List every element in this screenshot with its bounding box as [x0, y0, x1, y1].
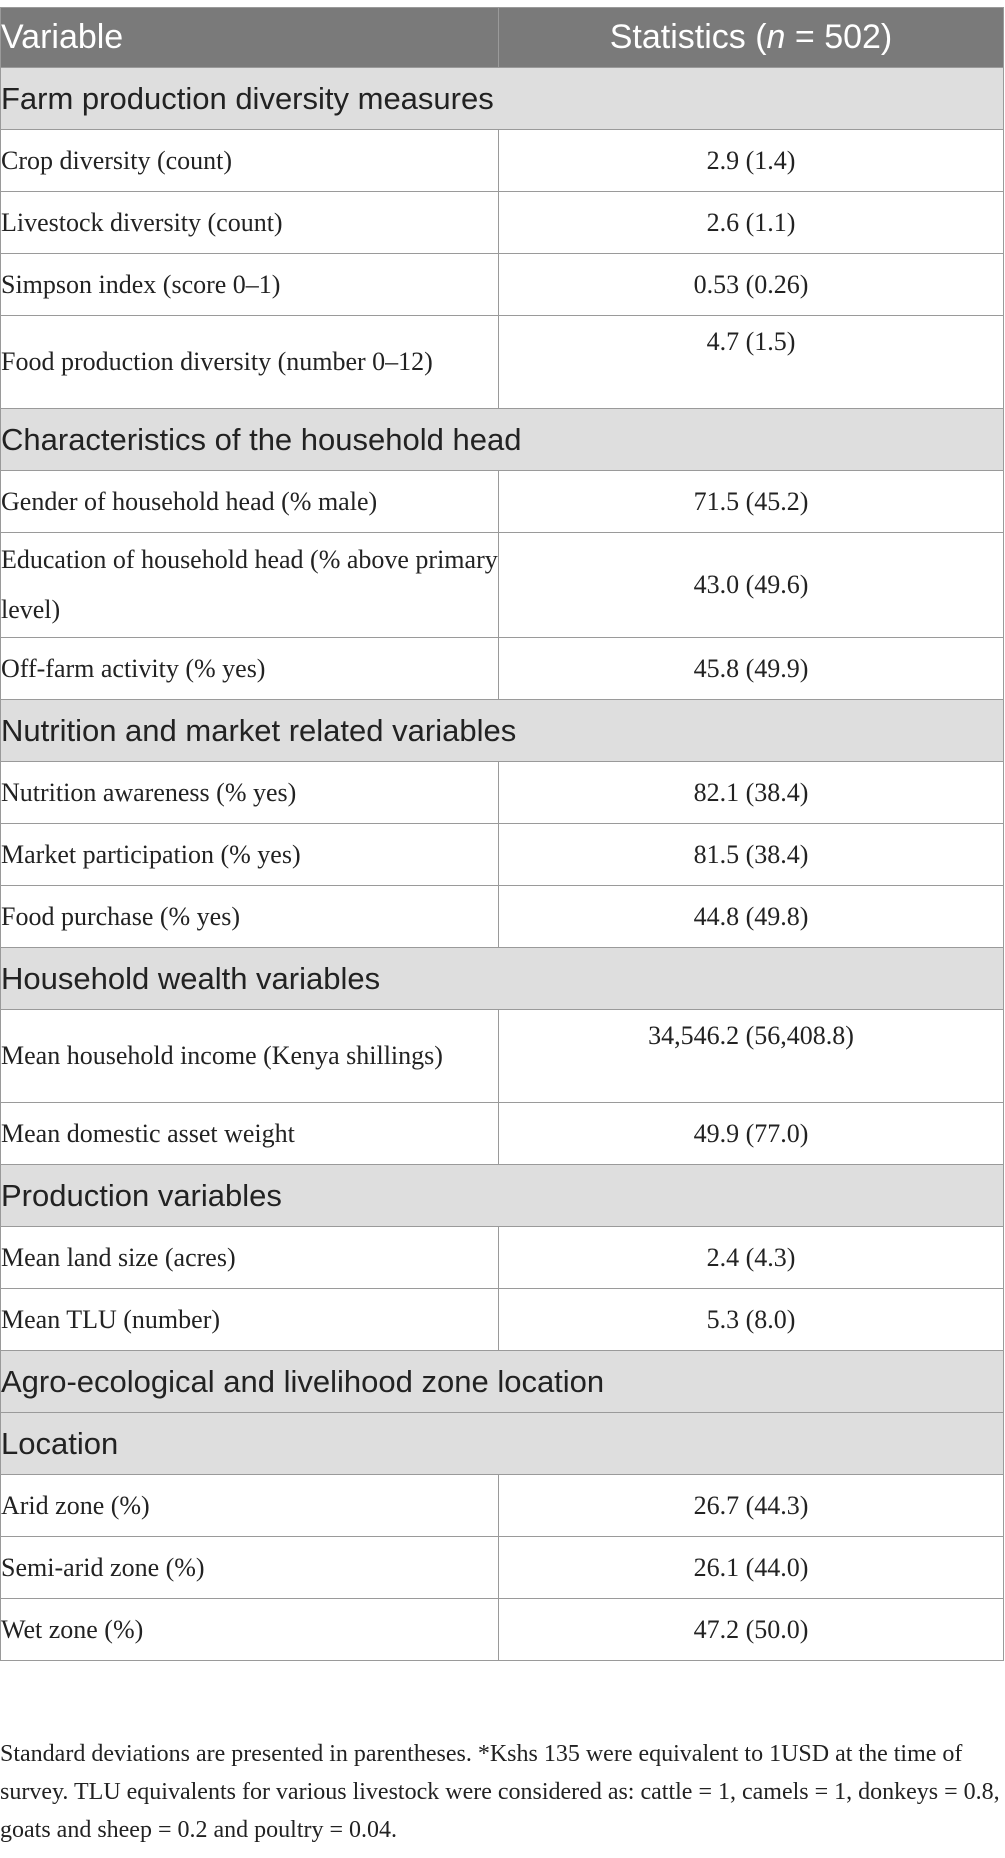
section-title: Nutrition and market related variables — [1, 700, 1004, 762]
variable-label: Mean domestic asset weight — [1, 1103, 499, 1165]
variable-label: Education of household head (% above primary level) — [1, 533, 499, 638]
section-title: Agro-ecological and livelihood zone location — [1, 1351, 1004, 1413]
header-variable: Variable — [1, 8, 499, 68]
variable-label: Mean TLU (number) — [1, 1289, 499, 1351]
statistic-value: 47.2 (50.0) — [499, 1599, 1004, 1661]
statistic-value: 2.4 (4.3) — [499, 1227, 1004, 1289]
variable-label: Semi-arid zone (%) — [1, 1537, 499, 1599]
variable-label: Mean land size (acres) — [1, 1227, 499, 1289]
statistic-value: 5.3 (8.0) — [499, 1289, 1004, 1351]
variable-label: Gender of household head (% male) — [1, 471, 499, 533]
section-title: Location — [1, 1413, 1004, 1475]
statistic-value: 0.53 (0.26) — [499, 254, 1004, 316]
statistic-value: 44.8 (49.8) — [499, 886, 1004, 948]
variable-label: Off-farm activity (% yes) — [1, 638, 499, 700]
statistic-value: 49.9 (77.0) — [499, 1103, 1004, 1165]
variable-label: Food purchase (% yes) — [1, 886, 499, 948]
statistic-value: 81.5 (38.4) — [499, 824, 1004, 886]
variable-label: Simpson index (score 0–1) — [1, 254, 499, 316]
statistic-value: 26.7 (44.3) — [499, 1475, 1004, 1537]
variable-label: Food production diversity (number 0–12) — [1, 316, 499, 409]
statistic-value: 4.7 (1.5) — [499, 316, 1004, 409]
statistic-value: 26.1 (44.0) — [499, 1537, 1004, 1599]
variable-label: Nutrition awareness (% yes) — [1, 762, 499, 824]
statistic-value: 43.0 (49.6) — [499, 533, 1004, 638]
section-title: Farm production diversity measures — [1, 68, 1004, 130]
header-statistics: Statistics (n = 502) — [499, 8, 1004, 68]
variable-label: Crop diversity (count) — [1, 130, 499, 192]
table-footnote: Standard deviations are presented in parentheses. *Kshs 135 were equivalent to 1USD at the time of survey. TLU equivalents for various livestock were considered as: cattle = 1, camels = 1, donkeys = 0.8, goats and sheep = 0.2 and poultry = 0.04. — [0, 1741, 1000, 1843]
section-title: Production variables — [1, 1165, 1004, 1227]
variable-label: Market participation (% yes) — [1, 824, 499, 886]
variable-label: Wet zone (%) — [1, 1599, 499, 1661]
variable-label: Arid zone (%) — [1, 1475, 499, 1537]
statistic-value: 2.9 (1.4) — [499, 130, 1004, 192]
statistic-value: 2.6 (1.1) — [499, 192, 1004, 254]
section-title: Characteristics of the household head — [1, 409, 1004, 471]
statistic-value: 71.5 (45.2) — [499, 471, 1004, 533]
statistic-value: 45.8 (49.9) — [499, 638, 1004, 700]
statistics-table — [0, 7, 1004, 1661]
section-title: Household wealth variables — [1, 948, 1004, 1010]
statistic-value: 34,546.2 (56,408.8) — [499, 1010, 1004, 1103]
variable-label: Mean household income (Kenya shillings) — [1, 1010, 499, 1103]
statistic-value: 82.1 (38.4) — [499, 762, 1004, 824]
variable-label: Livestock diversity (count) — [1, 192, 499, 254]
